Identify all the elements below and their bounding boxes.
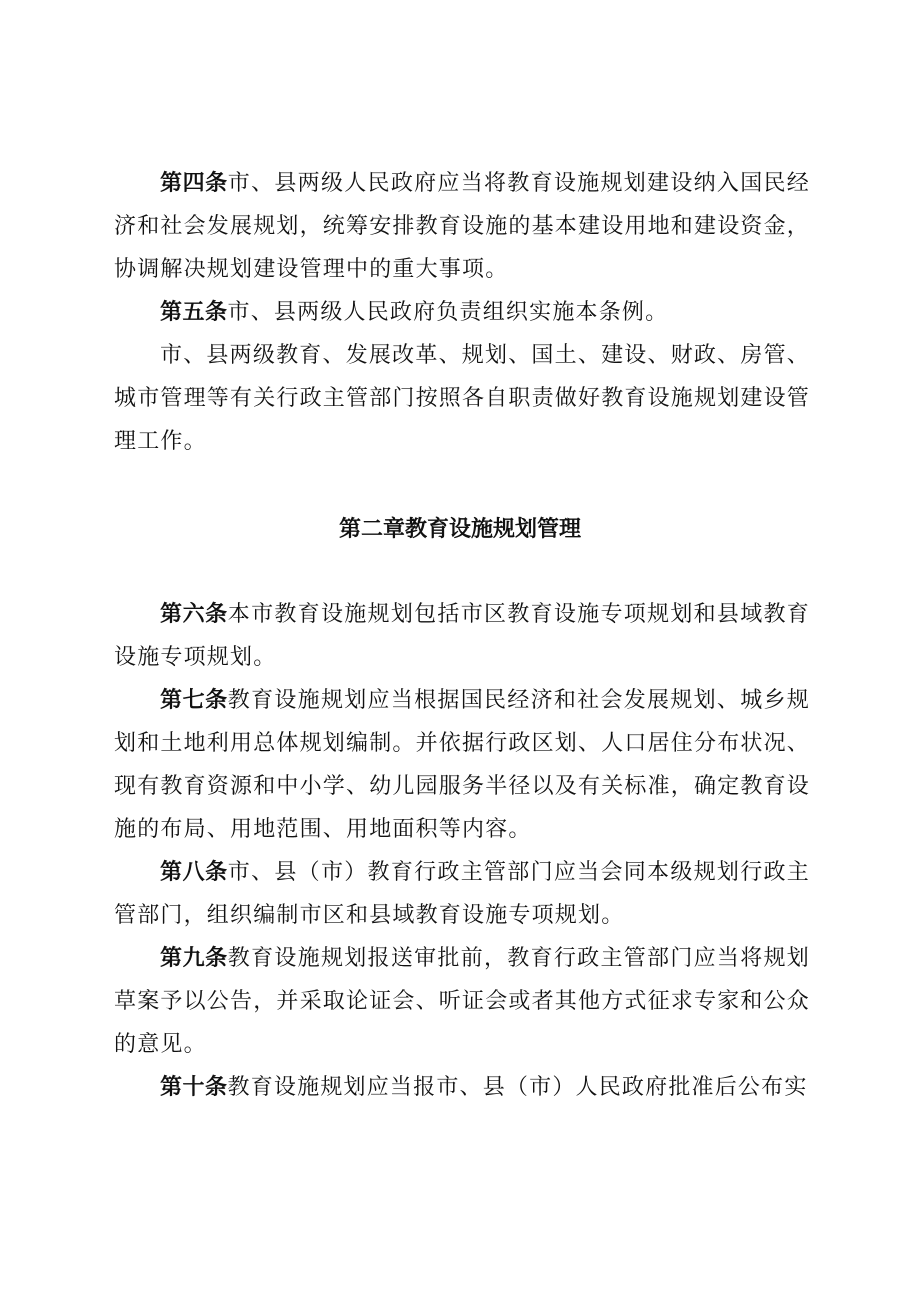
article-5-paragraph [114,291,810,334]
article-6-paragraph [114,593,810,679]
article-5-clause-2-text: 市、县两级教育、发展改革、规划、国土、建设、财政、房管、城市管理等有关行政主管部门按照各自职责做好教育设施规划建设管理工作。 [114,343,811,454]
article-4-heading: 第四条 [160,171,228,196]
article-5-text: 市、县两级人民政府负责组织实施本条例。 [227,300,669,325]
article-4-text: 市、县两级人民政府应当将教育设施规划建设纳入国民经济和社会发展规划，统筹安排教育设施的基本建设用地和建设资金，协调解决规划建设管理中的重大事项。 [114,171,811,282]
chapter-title: 第二章教育设施规划管理 [338,517,581,542]
article-10-text: 教育设施规划应当报市、县（市）人民政府批准后公布实 [227,1075,808,1100]
article-9-text: 教育设施规划报送审批前，教育行政主管部门应当将规划草案予以公告，并采取论证会、听证会或者其他方式征求专家和公众的意见。 [114,946,811,1057]
article-10-heading: 第十条 [160,1075,228,1100]
article-4-paragraph [114,162,810,291]
article-7-text: 教育设施规划应当根据国民经济和社会发展规划、城乡规划和土地利用总体规划编制。并依据行政区划、人口居住分布状况、现有教育资源和中小学、幼儿园服务半径以及有关标准，确定教育设施的布局、用地范围、用地面积等内容。 [114,688,811,842]
article-8-heading: 第八条 [160,860,228,885]
article-10-paragraph [114,1066,810,1109]
article-8-text: 市、县（市）教育行政主管部门应当会同本级规划行政主管部门，组织编制市区和县域教育设施专项规划。 [114,860,810,928]
article-7-heading: 第七条 [160,688,228,713]
article-7-paragraph [114,679,810,851]
article-6-text: 本市教育设施规划包括市区教育设施专项规划和县域教育设施专项规划。 [114,602,810,670]
article-5-clause-2 [114,334,810,463]
article-9-paragraph [114,937,810,1066]
article-6-heading: 第六条 [160,602,228,627]
article-9-heading: 第九条 [160,946,228,971]
article-5-heading: 第五条 [160,300,228,325]
article-8-paragraph [114,851,810,937]
